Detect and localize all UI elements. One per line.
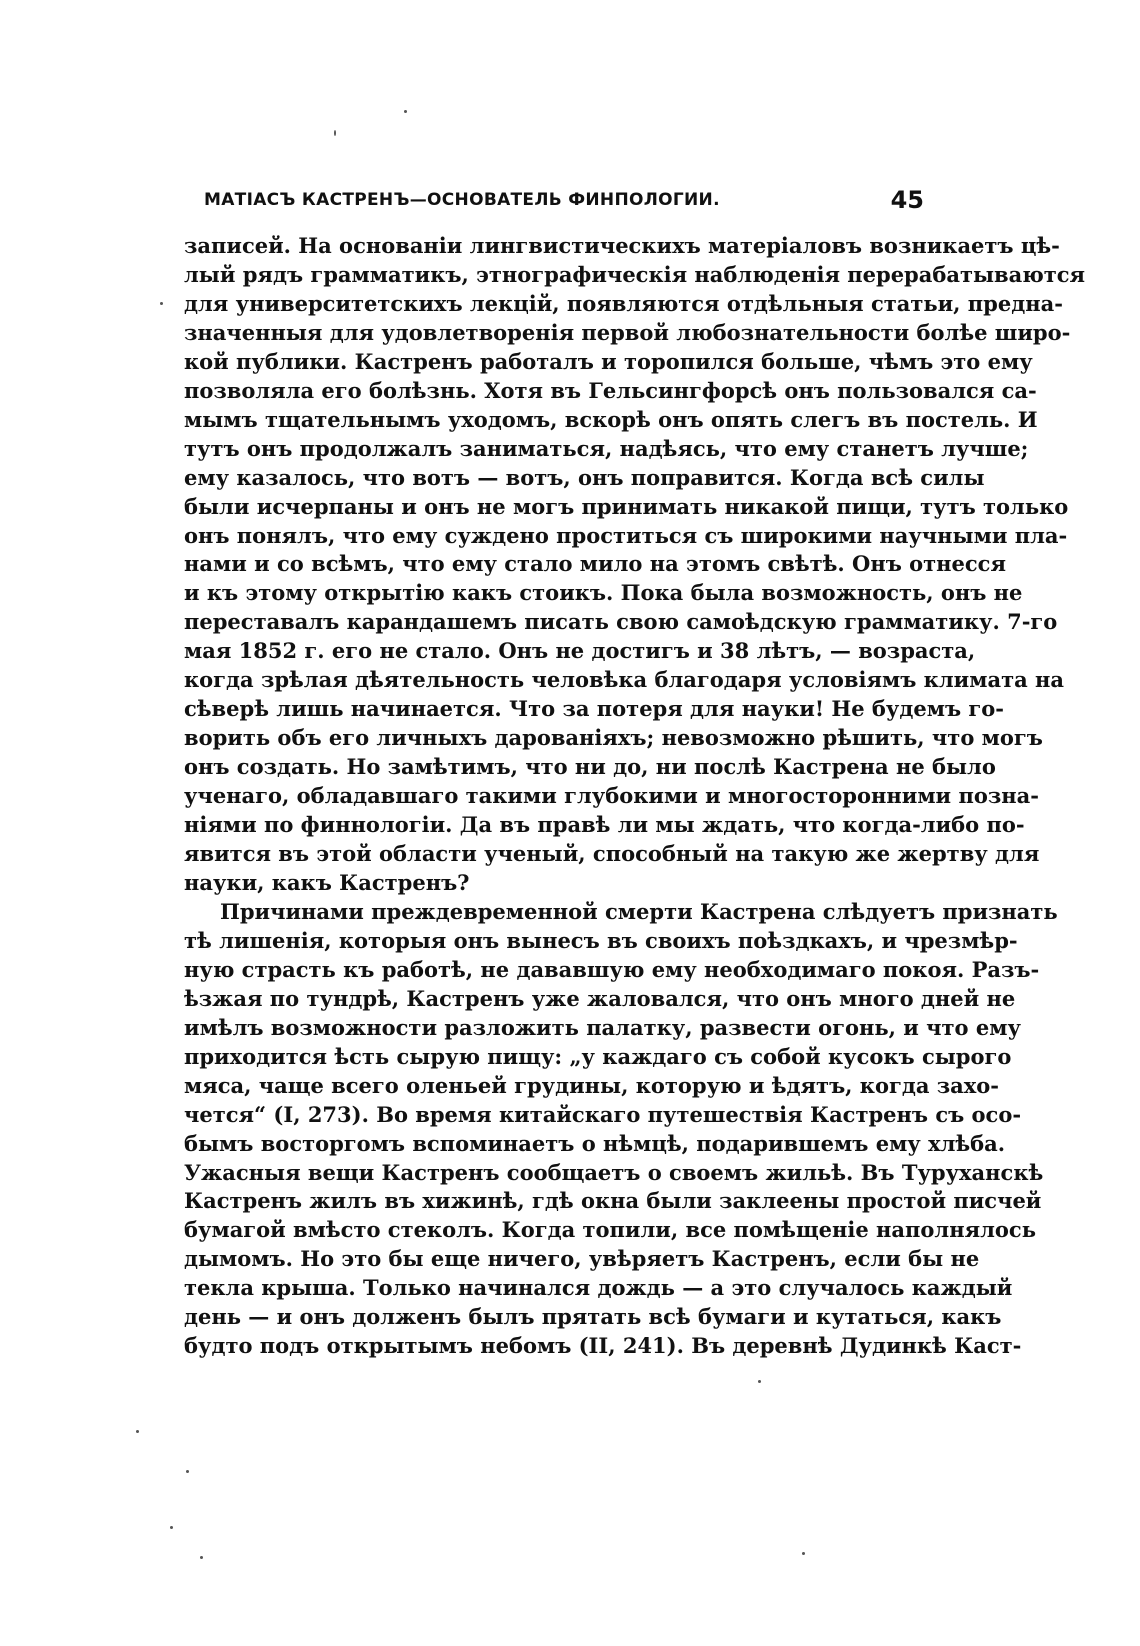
text-line: для университетскихъ лекцiй, появляются отдѣльныя статьи, предна- [184,290,1063,316]
text-line: ему казалось, что вотъ — вотъ, онъ поправится. Когда всѣ силы [184,464,985,490]
text-line: сѣверѣ лишь начинается. Что за потеря для науки! Не будемъ го- [184,696,1004,722]
scan-speck [186,1470,189,1473]
text-line: и къ этому открытiю какъ стоикъ. Пока была возможность, онъ не [184,580,1023,606]
scan-speck [802,1552,805,1555]
text-line: позволяла его болѣзнь. Хотя въ Гельсингфорсѣ онъ пользовался са- [184,377,1037,403]
text-line: дымомъ. Но это бы еще ничего, увѣряетъ Кастренъ, если бы не [184,1246,980,1272]
text-line: онъ понялъ, что ему суждено проститься съ широкими научными пла- [184,522,1068,548]
text-line: явится въ этой области ученый, способный на такую же жертву для [184,841,1040,867]
text-line: Кастренъ жилъ въ хижинѣ, гдѣ окна были заклеены простой писчей [184,1188,1042,1214]
scan-speck [758,1380,761,1383]
text-line: Ужасныя вещи Кастренъ сообщаетъ о своемъ жильѣ. Въ Туруханскѣ [184,1159,1044,1185]
page-header [204,186,924,220]
text-line: переставалъ карандашемъ писать свою самоѣдскую грамматику. 7-го [184,609,1058,635]
paragraph-start-line: Причинами преждевременной смерти Кастрена слѣдуетъ признать [220,898,1058,924]
text-line: мая 1852 г. его не стало. Онъ не достигъ и 38 лѣтъ, — возраста, [184,638,976,664]
paragraph-end-line: науки, какъ Кастренъ? [184,869,470,895]
text-line: тутъ онъ продолжалъ заниматься, надѣясь, что ему станетъ лучше; [184,435,1029,461]
scan-speck [404,110,407,113]
page-number: 45 [890,186,924,214]
scan-speck [200,1556,203,1559]
body-text [184,232,1086,1361]
text-line: ворить объ его личныхъ дарованiяхъ; невозможно рѣшить, что могъ [184,725,1043,751]
running-head: МАТІАСЪ КАСТРЕНЪ—ОСНОВАТЕЛЬ ФИНПОЛОГИИ. [204,190,720,210]
text-line: бумагой вмѣсто стеколъ. Когда топили, все помѣщенiе наполнялось [184,1217,1036,1243]
text-line: чется“ (I, 273). Во время китайскаго путешествiя Кастренъ съ осо- [184,1101,1022,1127]
text-line: значенныя для удовлетворенiя первой любознательности болѣе широ- [184,319,1071,345]
text-line: бымъ восторгомъ вспоминаетъ о нѣмцѣ, подарившемъ ему хлѣба. [184,1130,1006,1156]
text-line: ную страсть къ работѣ, не дававшую ему необходимаго покоя. Разъ- [184,956,1040,982]
text-line: будто подъ открытымъ небомъ (II, 241). Въ деревнѣ Дудинкѣ Каст- [184,1333,1022,1359]
text-line: были исчерпаны и онъ не могъ принимать никакой пищи, тутъ только [184,493,1069,519]
scan-speck [334,130,336,136]
text-line: день — и онъ долженъ былъ прятать всѣ бумаги и кутаться, какъ [184,1304,1002,1330]
text-line: мымъ тщательнымъ уходомъ, вскорѣ онъ опять слегъ въ постель. И [184,406,1038,432]
text-line: текла крыша. Только начинался дождь — а это случалось каждый [184,1275,1013,1301]
text-line: тѣ лишенiя, которыя онъ вынесъ въ своихъ поѣздкахъ, и чрезмѣр- [184,927,1018,953]
scan-speck [136,1430,139,1433]
text-line: нiями по финнологiи. Да въ правѣ ли мы ждать, что когда-либо по- [184,812,1025,838]
text-line: когда зрѣлая дѣятельность человѣка благодаря условiямъ климата на [184,667,1064,693]
scan-speck [170,1526,173,1529]
text-line: онъ создать. Но замѣтимъ, что ни до, ни послѣ Кастрена не было [184,754,996,780]
text-line: ѣзжая по тундрѣ, Кастренъ уже жаловался, что онъ много дней не [184,985,1016,1011]
text-line: имѣлъ возможности разложить палатку, развести огонь, и что ему [184,1014,1021,1040]
text-line: ученаго, обладавшаго такими глубокими и многосторонними позна- [184,783,1039,809]
text-line: приходится ѣсть сырую пищу: „у каждаго съ собой кусокъ сырого [184,1043,1012,1069]
text-line: лый рядъ грамматикъ, этнографическiя наблюденiя перерабатываются [184,261,1086,287]
text-line: записей. На основанiи лингвистическихъ матерiаловъ возникаетъ цѣ- [184,233,1060,258]
text-line: мяса, чаще всего оленьей грудины, которую и ѣдятъ, когда захо- [184,1072,1000,1098]
text-line: кой публики. Кастренъ работалъ и торопился больше, чѣмъ это ему [184,348,1033,374]
text-line: нами и со всѣмъ, что ему стало мило на этомъ свѣтѣ. Онъ отнесся [184,551,1006,577]
scan-speck [160,302,163,305]
